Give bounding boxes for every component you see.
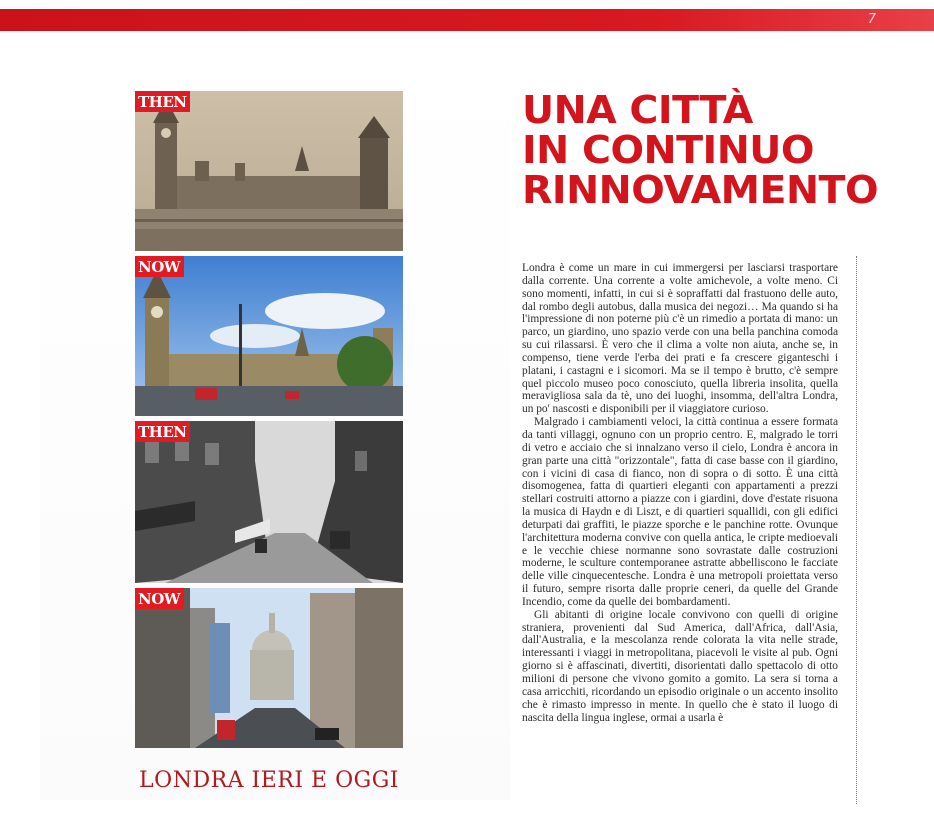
photo-tag: NOW [135, 256, 184, 277]
photo-then-street-image [135, 421, 403, 583]
article-body [522, 262, 838, 724]
photo-now-westminster [135, 256, 403, 416]
article-paragraph: Londra è come un mare in cui immergersi per lasciarsi trasportare dalla corrente. Una corrente a volte amichevole, a volte meno. Ci sono momenti, infatti, in cui si è sopraffatti dal frastuono delle auto, dal rombo degli autobus, dalla musica dei negozi… Ma quando si ha l'impressione di non poterne più c'è un rimedio a portata di mano: un parco, un giardino, uno spazio verde con una bella panchina comoda su cui rilassarsi. È vero che il clima a volte non aiuta, anche se, in compenso, tiene verde l'erba dei prati e fa crescere giganteschi i platani, i castagni e i sicomori. Ma se il tempo è brutto, c'è sempre quel piccolo museo poco conosciuto, quella libreria insolita, quella meravigliosa sala da tè, uno dei luoghi, insomma, dell'altra Londra, un po' nascosti e disponibili per il viaggiatore curioso. [522, 262, 838, 416]
photo-tag: NOW [135, 588, 184, 609]
photo-then-westminster-image [135, 91, 403, 251]
article-headline [522, 90, 878, 210]
photo-tag: THEN [135, 421, 190, 442]
column-divider [856, 256, 857, 804]
page-number: 7 [867, 12, 876, 27]
headline-line: UNA CITTÀ [522, 88, 753, 132]
header-bar [0, 9, 934, 31]
headline-line: RINNOVAMENTO [522, 168, 879, 212]
photo-now-westminster-image [135, 256, 403, 416]
photo-then-westminster [135, 91, 403, 251]
photo-now-street-image [135, 588, 403, 748]
photo-tag: THEN [135, 91, 190, 112]
photo-caption: LONDRA IERI E OGGI [139, 768, 399, 793]
article-paragraph: Malgrado i cambiamenti veloci, la città continua a essere formata da tanti villaggi, ognuno con un proprio centro. E, malgrado le torri di vetro e acciaio che si innalzano verso il cielo, Londra è ancora in gran parte una città "orizzontale", fatta di case basse con il giardino, con i vicini di casa di fianco, non di sopra o di sotto. È una città disomogenea, fatta di quartieri eleganti con appartamenti a prezzi stellari costruiti attorno a piazze con i giardini, dove d'estate risuona la musica di Haydn e di Liszt, e di quartieri squallidi, con gli edifici deturpati dai graffiti, le piazze sporche e le panchine rotte. Ovunque l'architettura moderna convive con quella antica, le cripte medioevali e le vecchie chiese normanne sono sovrastate dalle costruzioni moderne, le sculture contemporanee astratte abbelliscono le facciate delle ville cinquecentesche. Londra è una metropoli proiettata verso il futuro, sempre risorta dalle proprie ceneri, da quelle del Grande Incendio, come da quelle dei bombardamenti. [522, 416, 838, 608]
article-paragraph: Gli abitanti di origine locale convivono con quelli di origine straniera, provenienti dal Sud America, dall'Africa, dall'Asia, dall'Australia, e la mescolanza rende colorata la vita nelle strade, interessanti i viaggi in metropolitana, piacevoli le visite al pub. Ogni giorno si è affascinati, divertiti, disorientati dallo spettacolo di otto milioni di persone che vivono gomito a gomito. La sera si torna a casa arricchiti, ricordando un episodio originale o un accento insolito che è rimasto impresso in mente. In quello che è stato il luogo di nascita della lingua inglese, ormai a usarla è [522, 608, 838, 724]
headline-line: IN CONTINUO [522, 128, 814, 172]
photo-then-street [135, 421, 403, 583]
photo-now-street [135, 588, 403, 748]
